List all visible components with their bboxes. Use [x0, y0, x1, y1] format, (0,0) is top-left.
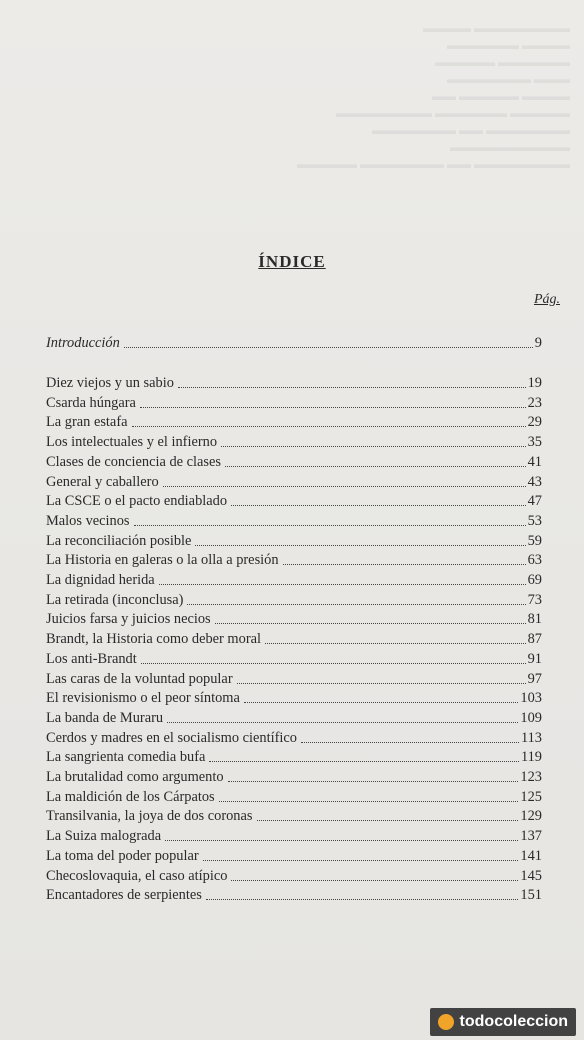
watermark-logo-icon: [438, 1014, 454, 1030]
dot-leader: [165, 840, 518, 841]
toc-entry-title: El revisionismo o el peor síntoma: [46, 690, 240, 707]
page-column-label: Pág.: [533, 292, 560, 307]
toc-row: [46, 431, 542, 451]
dot-leader: [206, 899, 519, 900]
toc-row: [46, 510, 542, 530]
dot-leader: [215, 623, 526, 624]
toc-entry-title: La CSCE o el pacto endiablado: [46, 493, 228, 510]
toc-entry-title: Csarda húngara: [46, 394, 136, 411]
toc-entry-page: 81: [527, 611, 542, 628]
dot-leader: [231, 505, 526, 506]
dot-leader: [187, 604, 525, 605]
toc-row: [46, 372, 542, 392]
dot-leader: [134, 525, 526, 526]
toc-entry-page: 47: [527, 493, 542, 510]
toc-entry-title: La maldición de los Cárpatos: [46, 788, 215, 805]
toc-entry-page: 113: [520, 729, 542, 746]
toc-row: [46, 865, 542, 885]
toc-entry-title: Introducción: [46, 335, 120, 351]
toc-entry-title: Transilvania, la joya de dos coronas: [46, 808, 253, 825]
dot-leader: [228, 781, 519, 782]
dot-leader: [265, 643, 526, 644]
toc-row: [46, 608, 542, 628]
toc-entry-title: Encantadores de serpientes: [46, 887, 202, 904]
dot-leader: [203, 860, 519, 861]
toc-row: [46, 786, 542, 806]
dot-leader: [178, 387, 526, 388]
toc-row: [46, 392, 542, 412]
toc-entry-page: 151: [520, 887, 542, 904]
dot-leader: [244, 702, 519, 703]
toc-entry-title: Brandt, la Historia como deber moral: [46, 631, 261, 648]
toc-entry-page: 125: [520, 788, 542, 805]
dot-leader: [141, 663, 526, 664]
toc-entry-page: 53: [527, 512, 542, 529]
toc-entry-title: Los anti-Brandt: [46, 650, 137, 667]
toc-entry-page: 43: [527, 473, 542, 490]
toc-entry-page: 29: [527, 414, 542, 431]
toc-entry-page: 141: [520, 847, 542, 864]
dot-leader: [283, 564, 526, 565]
toc-entry-title: La gran estafa: [46, 414, 128, 431]
toc-row: [46, 825, 542, 845]
toc-entry-title: Diez viejos y un sabio: [46, 375, 174, 391]
dot-leader: [167, 722, 518, 723]
toc-entry-title: La toma del poder popular: [46, 847, 199, 864]
toc-entry-title: Cerdos y madres en el socialismo científico: [46, 729, 297, 746]
dot-leader: [124, 347, 533, 348]
toc-row: [46, 884, 542, 904]
dot-leader: [163, 486, 526, 487]
toc-entry-page: 35: [527, 434, 542, 451]
dot-leader: [209, 761, 519, 762]
toc-entry-page: 91: [527, 650, 542, 667]
dot-leader: [225, 466, 526, 467]
toc-entry-title: Clases de conciencia de clases: [46, 453, 222, 470]
toc-row: [46, 727, 542, 747]
toc-entry-page: 103: [520, 690, 542, 707]
dot-leader: [231, 880, 518, 881]
toc-entry-page: 87: [527, 631, 542, 648]
toc-row: [46, 569, 542, 589]
toc-entry-page: 123: [520, 769, 542, 785]
toc-row: [46, 766, 542, 786]
toc-entry-title: La sangrienta comedia bufa: [46, 749, 206, 766]
toc-entry-title: La banda de Muraru: [46, 709, 164, 726]
toc-row: [46, 687, 542, 707]
toc-entry-title: Checoslovaquia, el caso atípico: [46, 867, 228, 884]
dot-leader: [159, 584, 526, 585]
toc-row: [46, 471, 542, 491]
toc-row: [46, 490, 542, 510]
toc-entry-page: 129: [520, 808, 542, 825]
toc-entry-page: 137: [520, 828, 542, 845]
show-through-text: ▬▬▬▬▬▬▬▬ ▬▬▬▬ ▬▬▬▬ ▬▬▬▬▬▬ ▬▬▬▬▬▬ ▬▬▬▬▬ ▬▬▬ ▬▬▬▬▬▬▬ ▬▬▬▬ ▬▬▬▬▬ ▬▬ ▬▬▬▬▬ ▬▬▬▬▬▬ ▬▬▬▬▬▬▬▬ ▬▬▬▬▬▬▬ ▬▬ ▬▬▬▬▬▬▬ ▬▬▬▬▬▬▬▬▬▬ ▬▬▬▬▬▬▬▬ ▬▬ ▬▬▬▬▬▬▬ ▬▬▬▬▬: [297, 21, 570, 171]
toc-entry-page: 41: [527, 453, 542, 470]
toc-row: [46, 549, 542, 569]
toc-entry-page: 59: [527, 532, 542, 549]
toc-entry-page: 63: [527, 552, 542, 569]
dot-leader: [257, 820, 519, 821]
toc-row: [46, 648, 542, 668]
dot-leader: [221, 446, 526, 447]
toc-row: [46, 628, 542, 648]
toc-row: [46, 411, 542, 431]
toc-entry-title: General y caballero: [46, 473, 159, 490]
toc-row: [46, 707, 542, 727]
watermark-text: todocoleccion: [459, 1013, 568, 1030]
toc-row: [46, 530, 542, 550]
dot-leader: [301, 742, 519, 743]
toc-entry-page: 9: [534, 335, 542, 351]
toc-row: [46, 668, 542, 688]
toc-row: [46, 746, 542, 766]
dot-leader: [132, 426, 526, 427]
toc-entry-page: 109: [520, 709, 542, 726]
dot-leader: [195, 545, 525, 546]
toc-entry-page: 73: [527, 591, 542, 608]
toc-entry-title: La brutalidad como argumento: [46, 769, 224, 785]
toc-entry-page: 119: [520, 749, 542, 766]
toc-entry-title: La reconciliación posible: [46, 532, 192, 549]
watermark: [430, 1008, 576, 1036]
dot-leader: [219, 801, 519, 802]
toc-entry-title: La Suiza malograda: [46, 828, 162, 845]
toc-entry-title: Malos vecinos: [46, 512, 130, 529]
toc-entry-title: La Historia en galeras o la olla a presión: [46, 552, 279, 569]
toc-entry-page: 19: [527, 375, 542, 391]
toc-entry-page: 97: [527, 670, 542, 687]
toc-entry-title: La dignidad herida: [46, 572, 155, 588]
toc-row-intro: [46, 332, 542, 352]
toc-row: [46, 845, 542, 865]
toc-entry-title: La retirada (inconclusa): [46, 591, 184, 608]
dot-leader: [140, 407, 526, 408]
toc-row: [46, 451, 542, 471]
index-heading: ÍNDICE: [258, 252, 326, 271]
toc-entry-title: Los intelectuales y el infierno: [46, 434, 218, 451]
toc-row: [46, 589, 542, 609]
toc-entry-title: Juicios farsa y juicios necios: [46, 611, 211, 628]
dot-leader: [237, 683, 526, 684]
toc-entry-page: 69: [527, 572, 542, 588]
toc-entry-page: 23: [527, 394, 542, 411]
toc-row: [46, 805, 542, 825]
toc-entry-page: 145: [520, 867, 542, 884]
toc-entry-title: Las caras de la voluntad popular: [46, 670, 233, 687]
